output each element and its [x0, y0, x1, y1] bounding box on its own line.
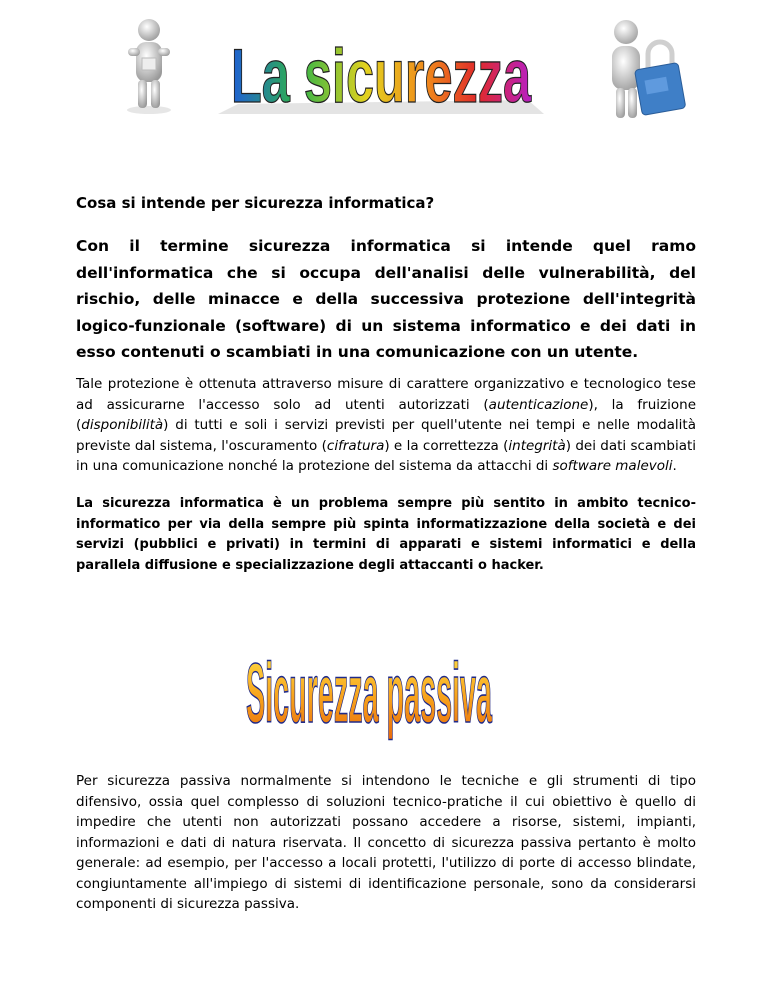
title-text: La sicurezza — [231, 34, 532, 119]
section-wordart — [234, 622, 504, 740]
p1-italic-cifratura: cifratura — [326, 437, 385, 454]
intro-paragraph: Con il termine sicurezza informatica si intende quel ramo dell'informatica che si occupa dell'analisi delle vulnerabilità, del rischio, delle minacce e della successiva protezione dell'integrità logico-funzionale (software) di un sistema informatico e dei dati in esso contenuti o scambiati in una comunicazione con un utente. — [76, 237, 696, 361]
p1-italic-software-malevoli: software malevoli — [552, 458, 673, 474]
p1-text-5: ) dei dati scambiati in una comunicazione nonché la protezione del sistema da attacchi di — [76, 437, 697, 474]
passive-security-paragraph: Per sicurezza passiva normalmente si intendono le tecniche e gli strumenti di tipo difensivo, ossia quel complesso di soluzioni tecnico-pratiche il cui obiettivo è quello di impedire che utenti non autorizzati possano accedere a risorse, sistemi, impianti, informazioni e dati di natura riservata. Il concetto di sicurezza passiva pertanto è molto generale: ad esempio, per l'accesso a locali protetti, l'utilizzo di porte di accesso blindate, congiuntamente all'impiego di sistemi di identificazione personale, sono da considerarsi componenti di sicurezza passiva. — [76, 773, 696, 912]
p1-text-2: ), la fruizione ( — [76, 396, 696, 433]
p1-italic-disponibilita: disponibilità — [81, 417, 164, 433]
p1-italic-integrita: integrità — [508, 437, 566, 454]
security-problem-paragraph: La sicurezza informatica è un problema sempre più sentito in ambito tecnico-informatico per via della sempre più spinta informatizzazione della società e dei servizi (pubblici e privati) in termini di apparati e sistemi informatici e della parallela diffusione e specializzazione degli attaccanti o hacker. — [76, 496, 696, 573]
p1-text-3: ) di tutti e soli i servizi previsti per quell'utente nei tempi e nelle modalità previste dal sistema, l'oscuramento ( — [76, 417, 696, 454]
p1-text-1: Tale protezione è ottenuta attraverso misure di carattere organizzativo e tecnologico tese ad assicurarne l'accesso solo ad utenti autorizzati ( — [76, 376, 696, 413]
title-wordart — [218, 14, 544, 122]
right-person-lock-figure — [596, 18, 686, 128]
question-heading: Cosa si intende per sicurezza informatica? — [76, 194, 435, 212]
protection-paragraph — [76, 374, 696, 477]
section-title-text: Sicurezza passiva — [246, 646, 493, 740]
left-person-figure — [118, 18, 180, 114]
p1-text-6: . — [672, 458, 677, 474]
p1-text-4: ) e la correttezza ( — [384, 437, 509, 454]
p1-italic-autenticazione: autenticazione — [488, 396, 589, 413]
